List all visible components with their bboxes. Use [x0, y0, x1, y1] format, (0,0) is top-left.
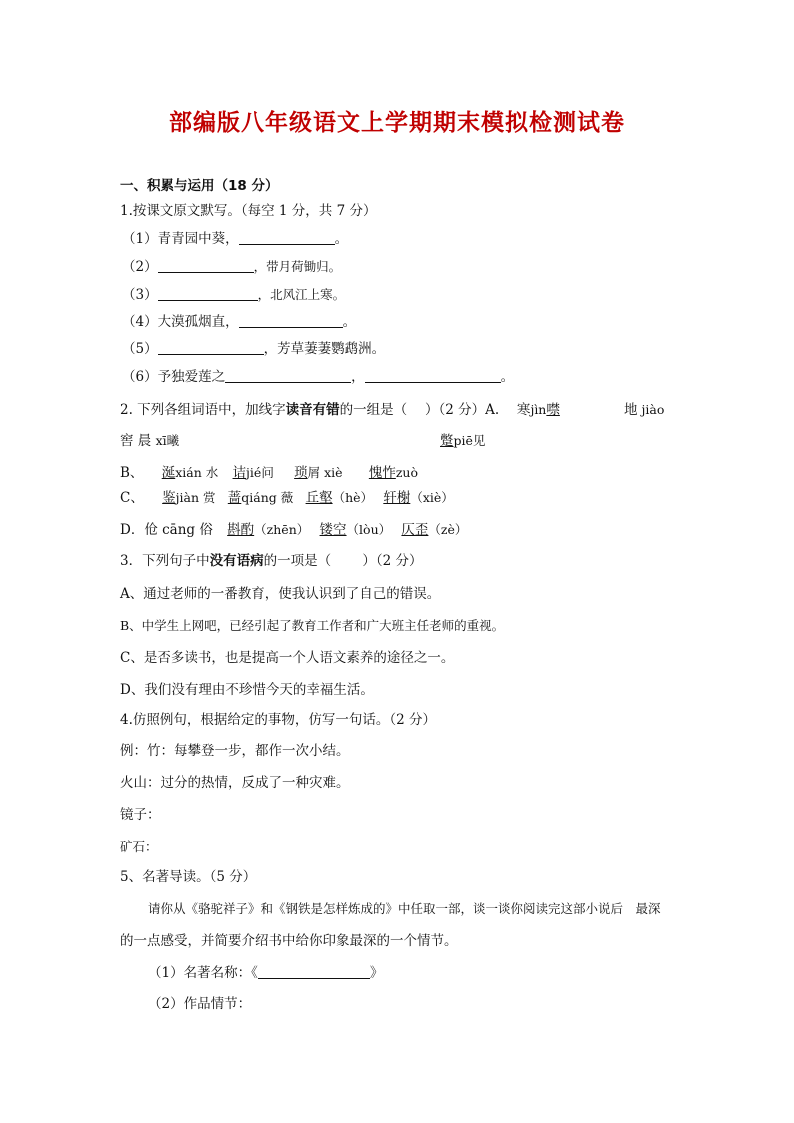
q5-paragraph-line1: 请你从《骆驼祥子》和《钢铁是怎样炼成的》中任取一部，谈一谈你阅读完这部小说后 最深 — [148, 901, 661, 916]
q1-item-1: （1）青青园中葵， 。 — [122, 231, 349, 247]
q2-option-c: C、 鉴jiàn 赏 蔷qiáng 薇 丘壑（hè） 轩榭（xiè） — [120, 490, 454, 506]
q1-item-3: （3） ，北风江上寒。 — [122, 287, 346, 303]
q2-option-a-line2: 窖 晨 xī曦 — [120, 433, 180, 449]
q4-stem: 4.仿照例句，根据给定的事物，仿写一句话。（2 分） — [120, 712, 437, 728]
q3-option-b: B、中学生上网吧，已经引起了教育工作者和广大班主任老师的重视。 — [120, 618, 505, 633]
q1-item-5: （5） ，芳草萋萋鹦鹉洲。 — [122, 341, 386, 357]
q5-sub2: （2）作品情节： — [148, 996, 252, 1012]
q5-paragraph-line2: 的一点感受，并简要介绍书中给你印象最深的一个情节。 — [120, 933, 458, 949]
q2-option-d: D．伧 cāng 俗 斟酌（zhēn） 镂空（lòu） 仄歪（zè） — [120, 522, 468, 538]
q1-item-4: （4）大漠孤烟直， 。 — [122, 314, 357, 330]
q4-example-2: 火山：过分的热情，反成了一种灾难。 — [120, 775, 350, 791]
q2-stem: 2. 下列各组词语中，加线字读音有错的一组是（ ）（2 分）A. 寒jìn噤 — [120, 402, 560, 418]
answer-blank[interactable] — [158, 340, 264, 355]
q4-item-ore: 矿石： — [120, 839, 158, 854]
q3-option-d: D、我们没有理由不珍惜今天的幸福生活。 — [120, 682, 374, 698]
q2-option-b: B、 涎xián 水 诘jié问 琐屑 xiè 愧怍zuò — [120, 465, 419, 481]
section-heading: 一、积累与运用（18 分） — [120, 178, 279, 194]
q5-sub1: （1）名著名称：《 》 — [148, 965, 384, 981]
answer-blank[interactable] — [239, 313, 343, 328]
q4-example-1: 例：竹：每攀登一步，都作一次小结。 — [120, 743, 350, 759]
q2-option-a-part: 地 jiào — [624, 402, 665, 418]
answer-blank[interactable] — [225, 368, 351, 383]
q1-stem: 1.按课文原文默写。（每空 1 分，共 7 分） — [120, 203, 377, 219]
q3-stem: 3．下列句子中没有语病的一项是（ ）（2 分） — [120, 553, 423, 569]
answer-blank[interactable] — [365, 368, 501, 383]
q5-stem: 5、名著导读。（5 分） — [120, 869, 257, 885]
q4-item-mirror: 镜子： — [120, 807, 161, 823]
answer-blank[interactable] — [239, 230, 335, 245]
q2-option-a-line2-right: 蹩piē见 — [440, 433, 486, 449]
answer-blank[interactable] — [158, 258, 254, 273]
q1-item-6: （6）予独爱莲之 ， 。 — [122, 369, 515, 385]
exam-title: 部编版八年级语文上学期期末模拟检测试卷 — [169, 110, 625, 136]
q3-option-a: A、通过老师的一番教育，使我认识到了自己的错误。 — [120, 586, 441, 602]
q3-option-c: C、是否多读书，也是提高一个人语文素养的途径之一。 — [120, 650, 455, 666]
q1-item-2: （2） ，带月荷锄归。 — [122, 259, 342, 275]
book-title-blank[interactable] — [258, 964, 370, 979]
answer-blank[interactable] — [158, 286, 258, 301]
